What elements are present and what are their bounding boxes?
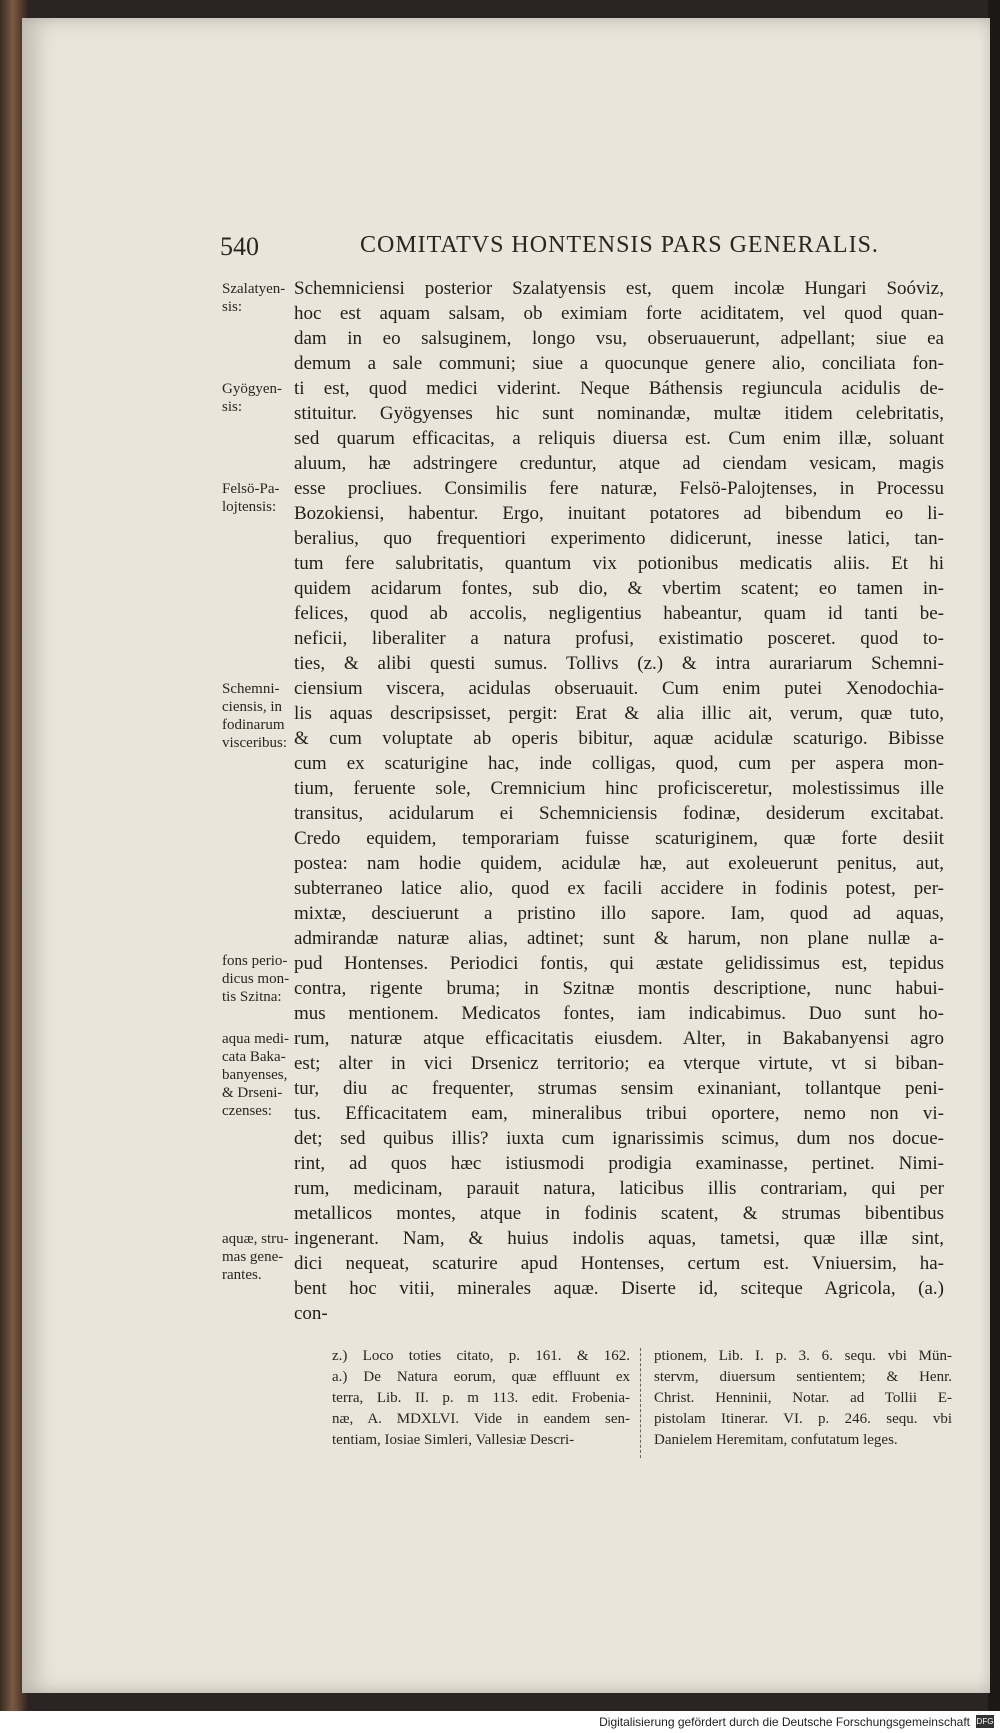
footnotes-left-column bbox=[332, 1346, 630, 1451]
text-line: lis aquas descripsisset, pergit: Erat & alia illic ait, verum, quæ tuto, bbox=[294, 703, 944, 724]
text-line: hoc est aquam salsam, ob eximiam forte aciditatem, vel quod quan- bbox=[294, 303, 944, 324]
running-title: COMITATVS HONTENSIS PARS GENERALIS. bbox=[360, 232, 879, 258]
text-line: rint, ad quos hæc istiusmodi prodigia examinasse, pertinet. Nimi- bbox=[294, 1153, 944, 1174]
page-number: 540 bbox=[220, 232, 259, 261]
footnote-line: næ, A. MDXLVI. Vide in eandem sen- bbox=[332, 1411, 630, 1427]
text-line: con- bbox=[294, 1303, 328, 1324]
text-line: felices, quod ab accolis, negligentius habeantur, quam id tanti be- bbox=[294, 603, 944, 624]
text-line: ti est, quod medici viderint. Neque Báthensis regiuncula acidulis de- bbox=[294, 378, 944, 399]
text-line: contra, rigente bruma; in Szitnæ montis descriptione, nunc habui- bbox=[294, 978, 944, 999]
footnote-line: Danielem Heremitam, confutatum leges. bbox=[654, 1432, 898, 1448]
text-line: bent hoc vitii, minerales aquæ. Diserte id, sciteque Agricola, (a.) bbox=[294, 1278, 944, 1299]
text-line: beralius, quo frequentiori experimento didicerunt, inesse latici, tan- bbox=[294, 528, 944, 549]
text-line: aluum, hæ adstringere creduntur, atque ad ciendam vesicam, magis bbox=[294, 453, 944, 474]
footnote-line: ptionem, Lib. I. p. 3. 6. sequ. vbi Mün- bbox=[654, 1348, 952, 1364]
text-line: rum, medicinam, parauit natura, laticibus illis contrariam, qui per bbox=[294, 1178, 944, 1199]
book-page bbox=[22, 18, 990, 1693]
text-line: transitus, acidularum ei Schemniciensis fodinæ, desiderum excitabat. bbox=[294, 803, 944, 824]
text-line: ties, & alibi questi sumus. Tollivs (z.) & intra aurariarum Schemni- bbox=[294, 653, 944, 674]
margin-note: Szalatyen- sis: bbox=[222, 281, 286, 315]
text-line: mus mentionem. Medicatos fontes, iam indicabimus. Duo sunt ho- bbox=[294, 1003, 944, 1024]
text-line: neficii, liberaliter a natura profusi, existimatio posceret. quod to- bbox=[294, 628, 944, 649]
text-line: est; alter in vici Drsenicz territorio; ea vterque virtute, vt si biban- bbox=[294, 1053, 944, 1074]
text-line: dam in eo salsuginem, longo vsu, obseruauerunt, adpellant; siue ea bbox=[294, 328, 944, 349]
text-line: subterraneo latice alio, quod ex facili accidere in fodinis potest, per- bbox=[294, 878, 944, 899]
digitization-footer bbox=[0, 1711, 1000, 1733]
main-text bbox=[294, 276, 944, 1326]
footnote-line: Christ. Henninii, Notar. ad Tollii E- bbox=[654, 1390, 952, 1406]
page-header bbox=[22, 226, 990, 266]
text-line: dici nequeat, scaturire apud Hontenses, certum est. Vniuersim, ha- bbox=[294, 1253, 944, 1274]
text-line: det; sed quibus illis? iuxta cum ignarissimis scimus, dum nos docue- bbox=[294, 1128, 944, 1149]
text-line: mixtæ, desciuerunt a pristino illo sapore. Iam, quod ad aquas, bbox=[294, 903, 944, 924]
footnote-column-divider bbox=[640, 1348, 641, 1458]
text-line: & cum voluptate ab operis bibitur, aquæ acidulæ scaturigo. Bibisse bbox=[294, 728, 944, 749]
text-line: Credo equidem, temporariam fuisse scaturiginem, quæ forte desiit bbox=[294, 828, 944, 849]
text-line: esse procliues. Consimilis fere naturæ, Felsö-Palojtenses, in Processu bbox=[294, 478, 944, 499]
margin-note: aqua medi- cata Baka- banyenses, & Drseni- czenses: bbox=[222, 1031, 290, 1119]
text-line: tium, feruente sole, Cremnicium hinc proficisceretur, molestissimus ille bbox=[294, 778, 944, 799]
margin-note: fons perio- dicus mon- tis Szitna: bbox=[222, 953, 290, 1005]
text-line: quidem acidarum fontes, sub dio, & vbertim scatent; eo tamen in- bbox=[294, 578, 944, 599]
footnote-line: a.) De Natura eorum, quæ effluunt ex bbox=[332, 1369, 630, 1385]
margin-note: Gyögyen- sis: bbox=[222, 381, 282, 415]
footnote-line: terra, Lib. II. p. m 113. edit. Frobenia- bbox=[332, 1390, 630, 1406]
footnote-line: pistolam Itinerar. VI. p. 246. sequ. vbi bbox=[654, 1411, 952, 1427]
text-line: rum, naturæ atque efficacitatis eiusdem. Alter, in Bakabanyensi agro bbox=[294, 1028, 944, 1049]
text-line: stituitur. Gyögyenses hic sunt nominandæ, multæ itidem celebritatis, bbox=[294, 403, 944, 424]
footnote-line: stervm, diuersum sentientem; & Henr. bbox=[654, 1369, 952, 1385]
text-line: demum a sale communi; siue a quocunque genere alio, conciliata fon- bbox=[294, 353, 944, 374]
text-line: ciensium viscera, acidulas obseruauit. Cum enim putei Xenodochia- bbox=[294, 678, 944, 699]
footnotes-right-column bbox=[654, 1346, 952, 1451]
text-line: tum fere salubritatis, quantum vix potionibus medicatis aliis. Et hi bbox=[294, 553, 944, 574]
text-line: cum ex scaturigine hac, inde colligas, quod, cum per aspera mon- bbox=[294, 753, 944, 774]
footnote-line: z.) Loco toties citato, p. 161. & 162. bbox=[332, 1348, 630, 1364]
margin-note: Schemni- ciensis, in fodinarum visceribus: bbox=[222, 681, 287, 751]
margin-note: aquæ, stru- mas gene- rantes. bbox=[222, 1231, 289, 1283]
margin-note: Felsö-Pa- lojtensis: bbox=[222, 481, 280, 515]
text-line: admirandæ naturæ alias, adtinet; sunt & harum, non plane nullæ a- bbox=[294, 928, 944, 949]
text-line: metallicos montes, atque in fodinis scatent, & strumas bibentibus bbox=[294, 1203, 944, 1224]
text-line: tus. Efficacitatem eam, mineralibus tribui oportere, nemo non vi- bbox=[294, 1103, 944, 1124]
text-line: postea: nam hodie quidem, acidulæ hæ, aut exoleuerunt penitus, aut, bbox=[294, 853, 944, 874]
text-line: Bozokiensi, habentur. Ergo, inuitant potatores ad bibendum eo li- bbox=[294, 503, 944, 524]
text-line: pud Hontenses. Periodici fontis, qui æstate gelidissimus est, tepidus bbox=[294, 953, 944, 974]
text-line: Schemniciensi posterior Szalatyensis est, quem incolæ Hungari Soóviz, bbox=[294, 278, 944, 299]
dfg-logo-icon: DFG bbox=[976, 1717, 994, 1726]
text-line: ingenerant. Nam, & huius indolis aquas, tametsi, quæ illæ sint, bbox=[294, 1228, 944, 1249]
footnote-line: tentiam, Iosiae Simleri, Vallesiæ Descri- bbox=[332, 1432, 575, 1448]
text-line: tur, diu ac frequenter, strumas sensim exinaniant, tollantque peni- bbox=[294, 1078, 944, 1099]
funding-notice: Digitalisierung gefördert durch die Deutsche Forschungsgemeinschaft bbox=[599, 1715, 970, 1729]
text-line: sed quarum efficacitas, a reliquis diuersa est. Cum enim illæ, soluant bbox=[294, 428, 944, 449]
